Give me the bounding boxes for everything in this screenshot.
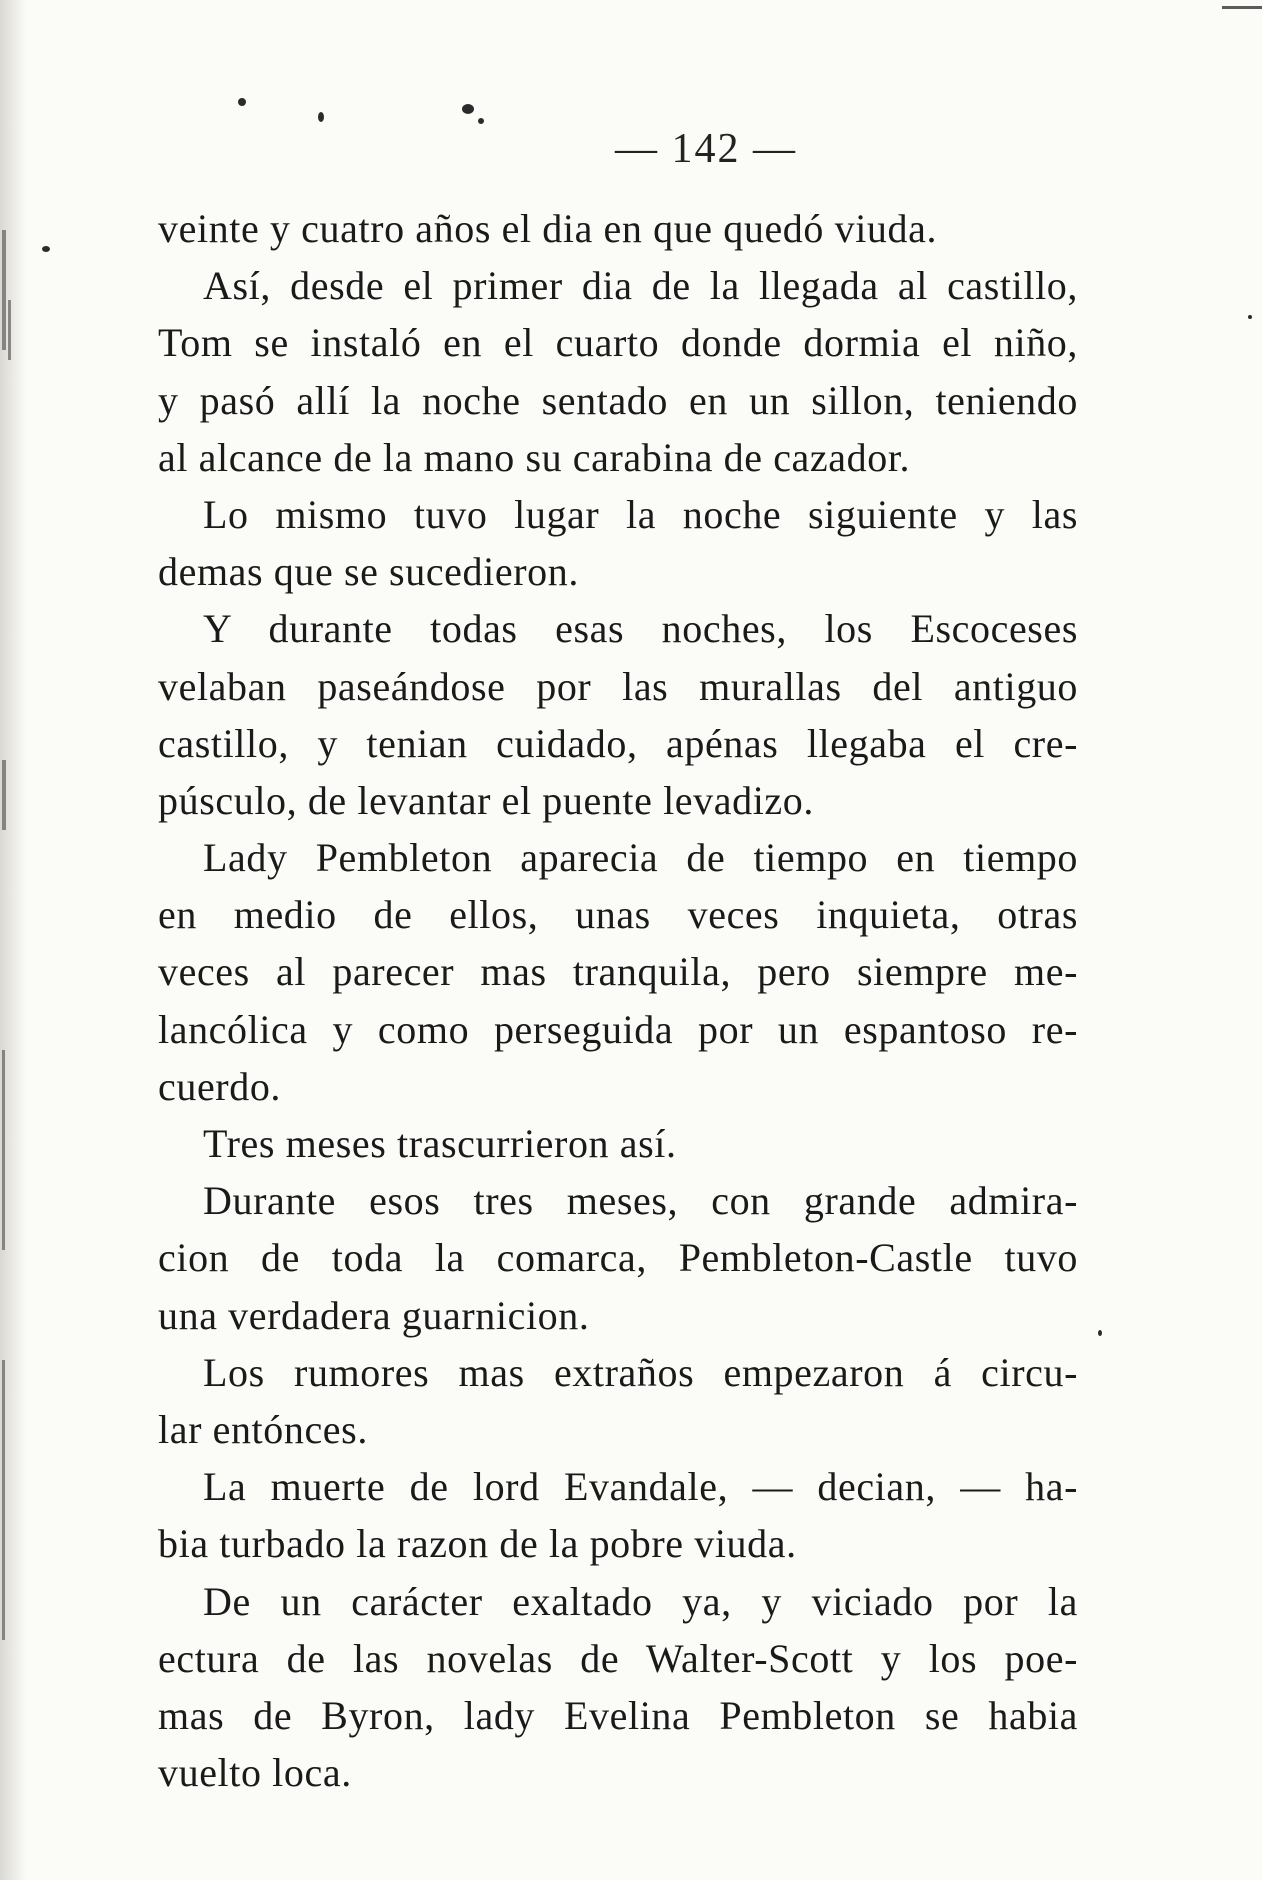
body-text [158, 200, 1078, 1801]
page-number-text: — 142 — [615, 126, 797, 172]
text-line: cion de toda la comarca, Pembleton-Castle tuvo [158, 1235, 1078, 1281]
text-line: Tres meses trascurrieron así. [203, 1121, 677, 1166]
text-line: cuerdo. [158, 1063, 282, 1109]
text-line: y pasó allí la noche sentado en un sillon, teniendo [158, 377, 1078, 423]
scan-speck [462, 104, 474, 114]
scan-speck [42, 246, 50, 252]
scan-edge-mark [1222, 6, 1262, 9]
scan-speck [478, 118, 484, 124]
text-line: De un carácter exaltado ya, y viciado por la [203, 1578, 1078, 1624]
page-number [0, 125, 1262, 173]
text-line: lar entónces. [158, 1406, 368, 1452]
text-line: Tom se instaló en el cuarto donde dormia el niño, [158, 320, 1078, 366]
scan-speck [1098, 1330, 1102, 1336]
scan-noise-mark [2, 230, 6, 350]
text-line: Y durante todas esas noches, los Escoceses [203, 606, 1078, 652]
scan-noise-mark [2, 760, 6, 830]
text-line: castillo, y tenian cuidado, apénas llegaba el cre- [158, 720, 1078, 766]
text-line: Lady Pembleton aparecia de tiempo en tiempo [203, 835, 1078, 881]
text-line: en medio de ellos, unas veces inquieta, otras [158, 892, 1078, 938]
text-line: Lo mismo tuvo lugar la noche siguiente y las [203, 491, 1078, 537]
text-line: Los rumores mas extraños empezaron á circu- [203, 1349, 1078, 1395]
text-line: Así, desde el primer dia de la llegada al castillo, [203, 263, 1078, 309]
text-line: velaban paseándose por las murallas del antiguo [158, 663, 1078, 709]
text-line: bia turbado la razon de la pobre viuda. [158, 1521, 797, 1567]
text-line: veces al parecer mas tranquila, pero siempre me- [158, 949, 1078, 995]
scan-noise-mark [2, 1360, 5, 1640]
text-line: vuelto loca. [158, 1750, 352, 1796]
text-line: una verdadera guarnicion. [158, 1292, 590, 1338]
text-line: ectura de las novelas de Walter-Scott y los poe- [158, 1635, 1078, 1681]
text-line: púsculo, de levantar el puente levadizo. [158, 777, 814, 823]
text-line: al alcance de la mano su carabina de cazador. [158, 434, 911, 480]
text-line: mas de Byron, lady Evelina Pembleton se habia [158, 1692, 1078, 1738]
scan-noise-mark [2, 1050, 5, 1250]
text-line: veinte y cuatro años el dia en que quedó viuda. [158, 206, 938, 251]
text-line: La muerte de lord Evandale, — decian, — ha- [203, 1464, 1078, 1510]
scan-noise-mark [8, 300, 11, 360]
scan-speck [318, 112, 324, 122]
scan-speck [238, 98, 246, 106]
text-line: demas que se sucedieron. [158, 549, 579, 595]
text-line: Durante esos tres meses, con grande admira- [203, 1178, 1078, 1224]
text-line: lancólica y como perseguida por un espantoso re- [158, 1006, 1078, 1052]
scan-speck [1248, 315, 1252, 319]
